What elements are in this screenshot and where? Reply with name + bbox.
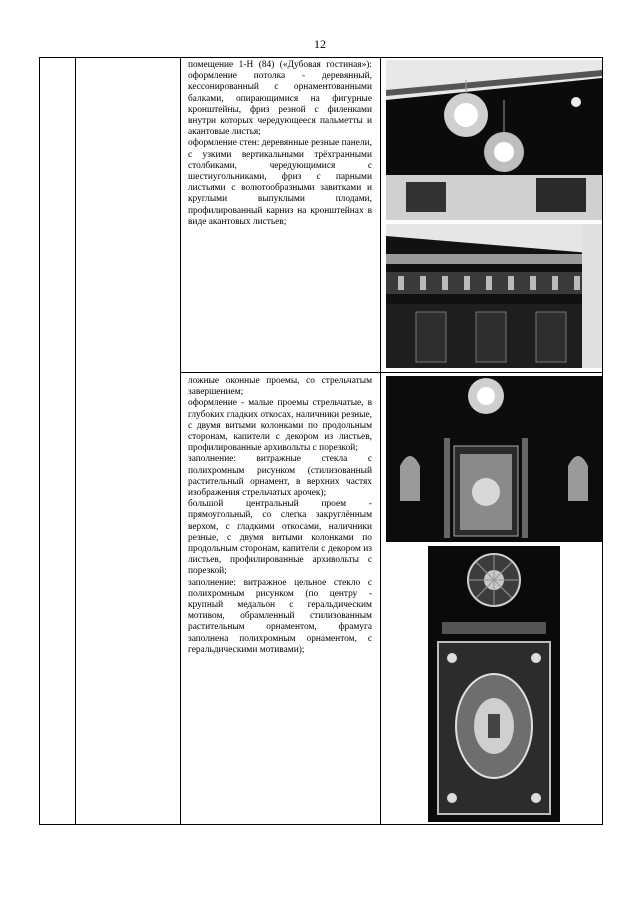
row-1-description (188, 60, 372, 228)
row-2-paragraph-false-windows: ложные оконные проемы, со стрельчатым завершением; (188, 376, 372, 398)
page-number: 12 (314, 37, 326, 51)
row-2-paragraph-central-opening: большой центральный проем - прямоугольный, со слегка закруглённым верхом, с гладкими откосами, наличники резные, с двумя витыми колонками по продольным сторонам, капители с декором из листьев, профилированные архивольты с порезкой; (188, 499, 372, 577)
column-divider-2 (180, 58, 181, 824)
row-1-paragraph-ceiling: помещение 1-Н (84) («Дубовая гостиная»): оформление потолка - деревянный, кессонированный с орнаментованными балками, опирающимися на фигурные кронштейны, фриз резной с филенками внутри которых чередующееся пальметты и акантовые листья; (188, 60, 372, 138)
stained-glass-window-detail-photo (428, 546, 560, 822)
row-2-description (188, 376, 372, 656)
monument-features-table (39, 57, 603, 825)
row-2-paragraph-central-glazing: заполнение: витражное цельное стекло с полихромным рисунком (по центру - крупный медальон с геральдическим мотивом, обрамленный стилизованным растительным орнаментом, фрамуга заполнена полихромным орнаментом, с геральдическими мотивами); (188, 577, 372, 655)
row-2-paragraph-small-glazing: заполнение: витражные стекла с полихромным рисунком (стилизованный растительный орнамент, в верхних частях изображения стрельчатых арочек); (188, 454, 372, 499)
chandelier-ceiling-photo (386, 60, 602, 220)
carved-wall-panel-photo (386, 224, 602, 368)
row-2-paragraph-small-openings: оформление - малые проемы стрельчатые, в глубоких гладких откосах, наличники резные, с двумя витыми колонками по продольным сторонам, капители с декором из листьев, профилированные архивольты с порезкой; (188, 398, 372, 454)
row-1-paragraph-walls: оформление стен: деревянные резные панели, с узкими вертикальными трёхгранными столбиками, чередующимися с шестиугольниками, фриз с парными листьями с волютообразными завитками и круглыми выпуклыми плодами, профилированный карниз на кронштейнах в виде акантовых листьев; (188, 138, 372, 227)
column-divider-1 (75, 58, 76, 824)
column-divider-3 (380, 58, 381, 824)
row-divider (180, 372, 602, 373)
stained-glass-windows-photo (386, 376, 602, 542)
